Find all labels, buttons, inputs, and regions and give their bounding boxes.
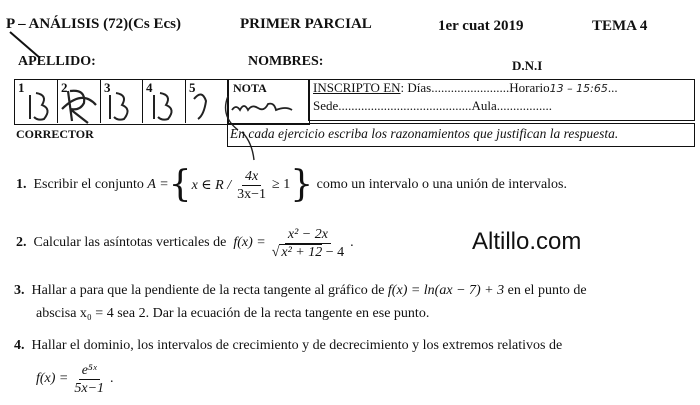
sede-aula-line: Sede.........................................Aula................. [313,98,553,113]
grade-cell-4: 4 [146,80,153,95]
corrector-label: CORRECTOR [16,127,94,141]
ex2-function: f(x) = [233,235,266,250]
exercise-1-text: Escribir el conjunto [33,177,144,192]
exercise-1 [16,160,567,210]
ex4-fraction [71,362,107,397]
watermark: Altillo.com [472,228,582,255]
exercise-3 [14,283,587,299]
ex4-numerator: e⁵ˣ [79,362,100,380]
exercise-3-line2: abscisa x₀ = 4 sea 2. Dar la ecuación de la recta tangente en ese punto. [36,306,430,321]
course-title: P – ANÁLISIS (72)(Cs Ecs) [6,16,182,32]
horario-value: 13 – 15:65 [549,82,608,95]
exercise-2 [16,218,354,268]
ex2-numerator: x² − 2x [285,226,331,244]
ex1-denominator: 3x−1 [237,186,267,202]
exercise-4-post: . [110,371,114,386]
exercise-3-number: 3. [14,283,25,298]
grade-cell-1: 1 [18,80,25,95]
left-brace: { [168,164,192,205]
exercise-1-post: como un intervalo o una unión de intervalos. [316,177,567,192]
ex1-numerator: 4x [242,168,261,186]
exercise-3-line1: Hallar a para que la pendiente de la recta tangente al gráfico de [31,283,385,298]
exercise-2-text: Calcular las asíntotas verticales de [33,235,227,250]
ex3-function: f(x) = ln(ax − 7) + 3 [387,283,505,298]
exam-title: PRIMER PARCIAL [240,16,372,32]
instruction-text: En cada ejercicio escriba los razonamientos que justifican la respuesta. [230,126,619,141]
exercise-1-number: 1. [16,177,27,192]
ex4-function: f(x) = [36,371,69,386]
grade-cell-3: 3 [104,80,111,95]
handwritten-grades [14,79,227,123]
nota-label: NOTA [233,81,267,95]
ex2-radicand: x² + 12 [281,244,323,260]
dias-field: : Días........................Horario [400,80,550,95]
ex2-denominator: √ x² + 12 − 4 [271,244,345,260]
exercise-2-number: 2. [16,235,27,250]
ex2-den-tail: − 4 [325,244,345,260]
exercise-4-number: 4. [14,338,25,353]
ex1-inequality: ≥ 1 [272,177,291,192]
set-name: A = [147,177,169,192]
grade-cell-2: 2 [61,80,68,95]
dni-label: D.N.I [512,58,543,73]
exercise-3-line1-end: en el punto de [507,283,587,298]
right-brace: } [290,164,314,205]
exercise-2-post: . [350,235,354,250]
ex2-fraction [269,226,347,261]
set-condition: x ∈ R / [191,177,232,193]
grade-cell-5: 5 [189,80,196,95]
apellido-label: APELLIDO: [18,54,96,69]
ex4-denominator: 5x−1 [74,380,105,396]
ex1-fraction [234,168,269,203]
horario-tail: ... [607,80,618,95]
exercise-4 [14,338,562,354]
exercise-4-line1: Hallar el dominio, los intervalos de crecimiento y de decrecimiento y los extremos relativos de [31,338,563,353]
inscripto-line1 [313,80,618,96]
exam-topic: TEMA 4 [592,18,648,34]
inscripto-label: INSCRIPTO EN [313,80,401,95]
exam-term: 1er cuat 2019 [438,18,524,34]
nombres-label: NOMBRES: [248,54,324,69]
exercise-4-formula [36,358,114,400]
